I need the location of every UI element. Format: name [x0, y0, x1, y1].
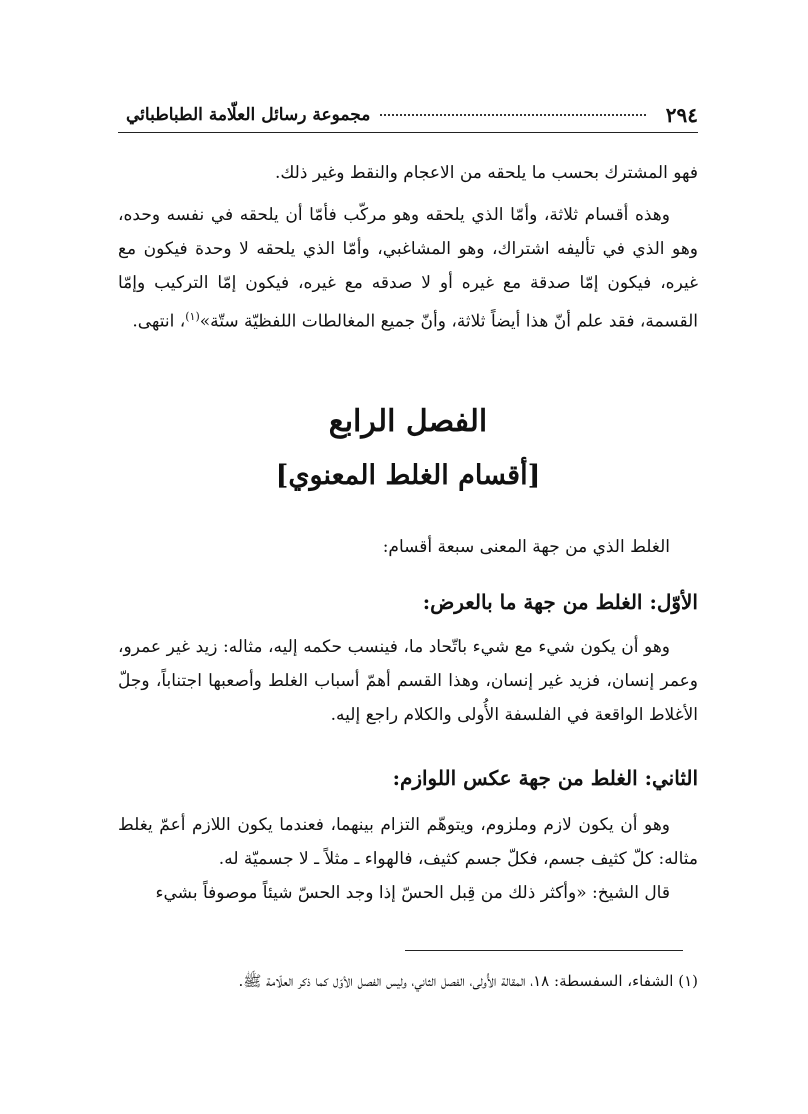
section-heading-second: الثاني: الغلط من جهة عكس اللوازم:	[392, 766, 698, 790]
dotted-leader	[380, 114, 645, 116]
paragraph-1: فهو المشترك بحسب ما يلحقه من الاعجام والنقط وغير ذلك.	[274, 163, 698, 183]
footnote-divider	[405, 950, 683, 951]
section-text-first: وهو أن يكون شيء مع شيء باتّحاد ما، فينسب حكمه إليه، مثاله: زيد غير عمرو، وعمر إنسان، فزيد غير إنسان، وهذا القسم أهمّ أسباب الغلط وأصعبها اجتناباً، وجلّ الأغلاط الواقعة في الفلسفة الأُولى والكلام راجع إليه.	[118, 637, 698, 725]
paragraph-2-tail: ، انتهى.	[132, 311, 186, 332]
footnote-ref[interactable]: (١)	[185, 310, 200, 323]
chapter-title: الفصل الرابع	[328, 404, 488, 439]
paragraph-2-text: وهذه أقسام ثلاثة، وأمّا الذي يلحقه وهو مركّب فأمّا أن يلحقه في نفسه وحده، وهو الذي في تأليفه اشتراك، وهو المشاغبي، وأمّا الذي يلحقه لا وحدة فيكون مع غيره، فيكون إمّا صدقة مع غيره أو لا صدقه مع غيره، فيكون إمّا التركيب وإمّا القسمة، فقد علم أنّ هذا أيضاً ثلاثة، وأنّ جميع المغالطات اللفظيّة ستّة»	[118, 205, 698, 332]
section-quote-second: قال الشيخ: «وأكثر ذلك من قِبل الحسّ إذا وجد الحسّ شيئاً موصوفاً بشيء	[155, 883, 670, 903]
running-title: مجموعة رسائل العلّامة الطباطبائي	[126, 105, 371, 125]
chapter-subtitle: [أقسام الغلط المعنوي]	[275, 460, 541, 491]
section-heading-first: الأوّل: الغلط من جهة ما بالعرض:	[422, 590, 698, 614]
section-text-second: وهو أن يكون لازم وملزوم، ويتوهّم التزام بينهما، فعندما يكون اللازم أعمّ يغلط مثاله: كلّ كثيف جسم، فكلّ جسم كثيف، فالهواء ـ مثلاً ـ لا جسميّة له.	[118, 815, 698, 869]
footnote-1: (١) الشفاء، السفسطة: ١٨، المقالة الأُولى، الفصل الثاني، وليس الفصل الأوّل كما ذكر العلّامة ﷺ.	[238, 972, 698, 990]
intro-text: الغلط الذي من جهة المعنى سبعة أقسام:	[382, 537, 670, 557]
paragraph-2	[118, 198, 698, 339]
page-number: ٢٩٤	[665, 103, 698, 127]
page-header	[118, 98, 698, 133]
